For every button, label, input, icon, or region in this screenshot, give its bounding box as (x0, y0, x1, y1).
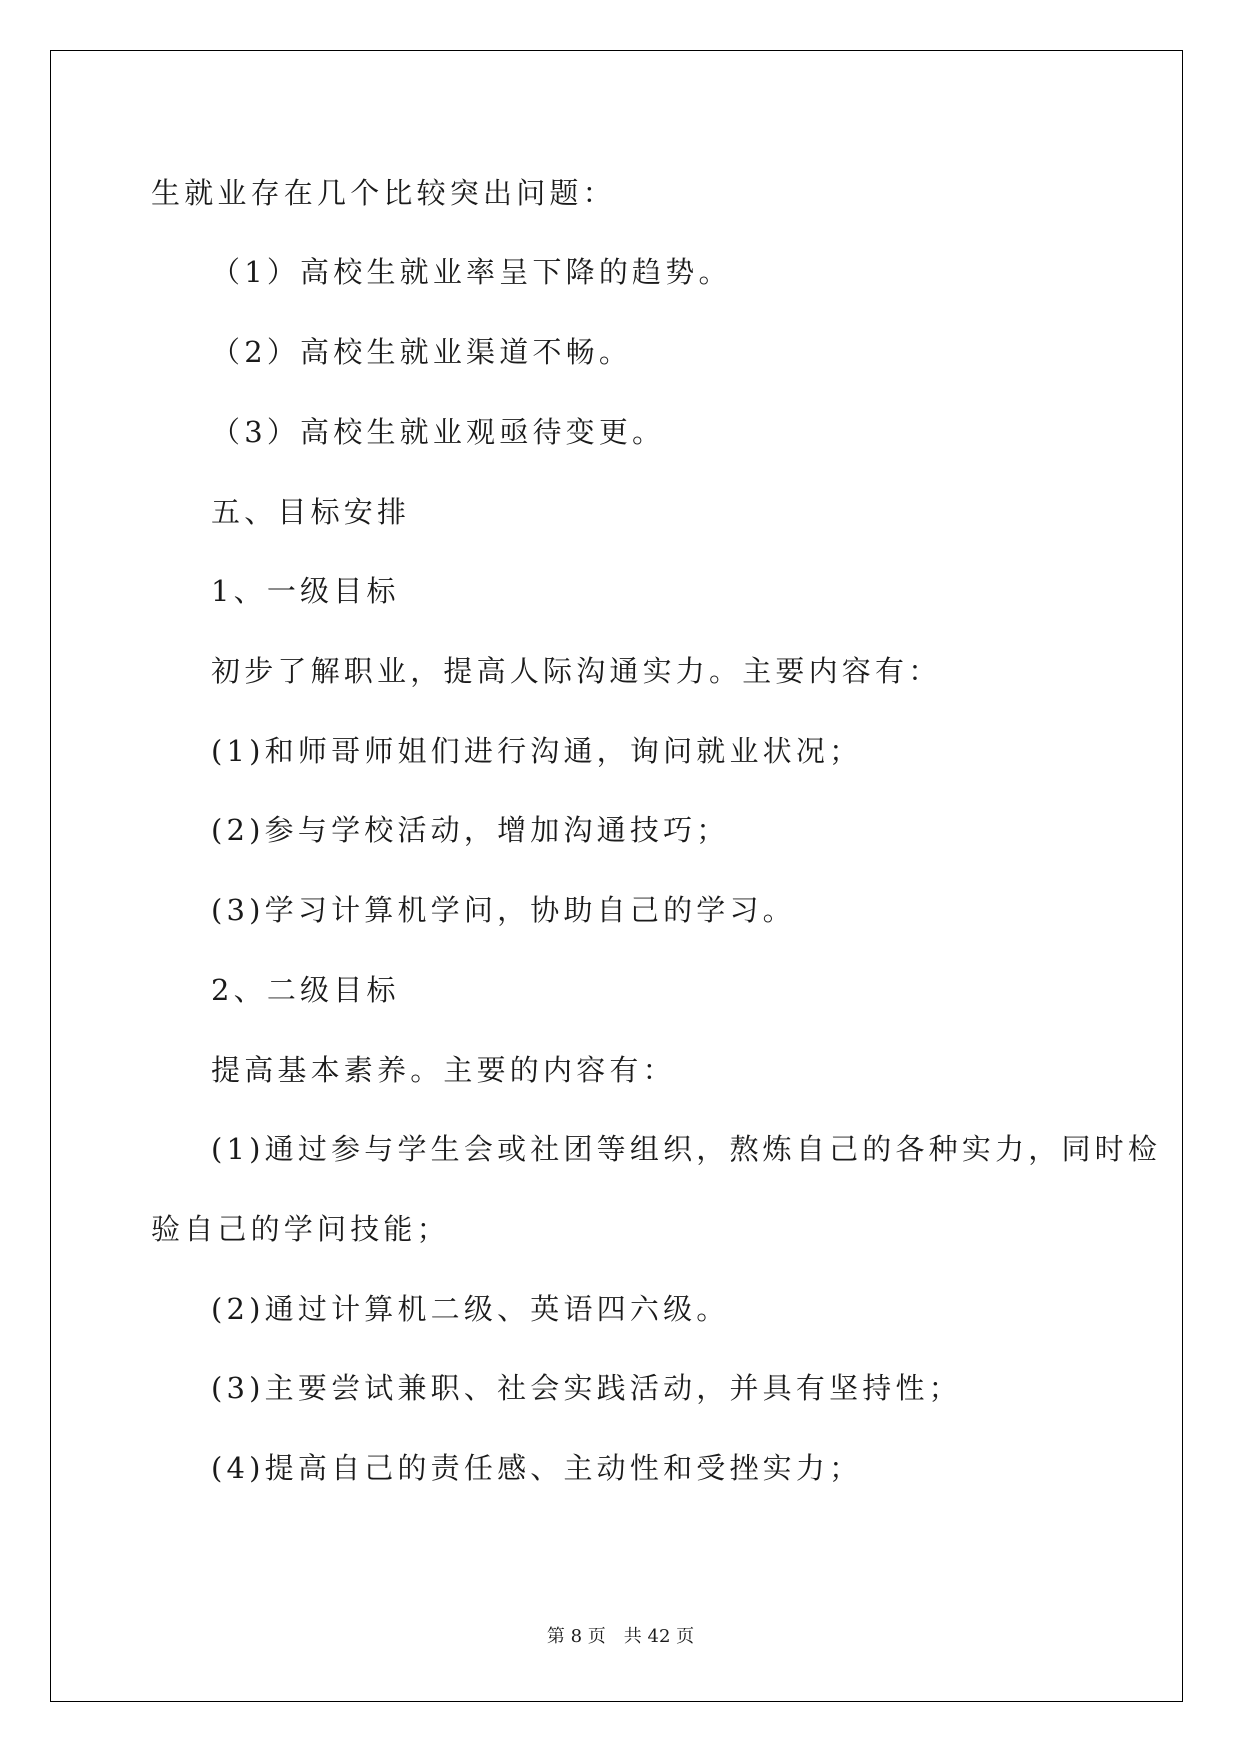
page-number-footer: 第 8 页 共 42 页 (546, 1626, 695, 1647)
list-item: (1)通过参与学生会或社团等组织，熬炼自己的各种实力，同时检 (211, 1132, 1162, 1166)
paragraph-line: 初步了解职业，提高人际沟通实力。主要内容有： (211, 654, 942, 688)
list-item: (1)和师哥师姐们进行沟通，询问就业状况； (211, 734, 863, 768)
list-item-continuation: 验自己的学问技能； (151, 1212, 450, 1246)
subsection-heading: 1、一级目标 (211, 574, 400, 608)
list-item: (3)学习计算机学问，协助自己的学习。 (211, 893, 796, 927)
list-item: (4)提高自己的责任感、主动性和受挫实力； (211, 1451, 863, 1485)
paragraph-line: （1）高校生就业率呈下降的趋势。 (211, 255, 732, 289)
paragraph-line: 生就业存在几个比较突出问题： (151, 176, 616, 210)
list-item: (3)主要尝试兼职、社会实践活动，并具有坚持性； (211, 1371, 962, 1405)
paragraph-line: （3）高校生就业观亟待变更。 (211, 415, 666, 449)
subsection-heading: 2、二级目标 (211, 973, 400, 1007)
list-item: (2)参与学校活动，增加沟通技巧； (211, 813, 730, 847)
paragraph-line: 提高基本素养。主要的内容有： (211, 1053, 676, 1087)
paragraph-line: （2）高校生就业渠道不畅。 (211, 335, 633, 369)
section-heading: 五、目标安排 (211, 495, 411, 529)
list-item: (2)通过计算机二级、英语四六级。 (211, 1292, 730, 1326)
